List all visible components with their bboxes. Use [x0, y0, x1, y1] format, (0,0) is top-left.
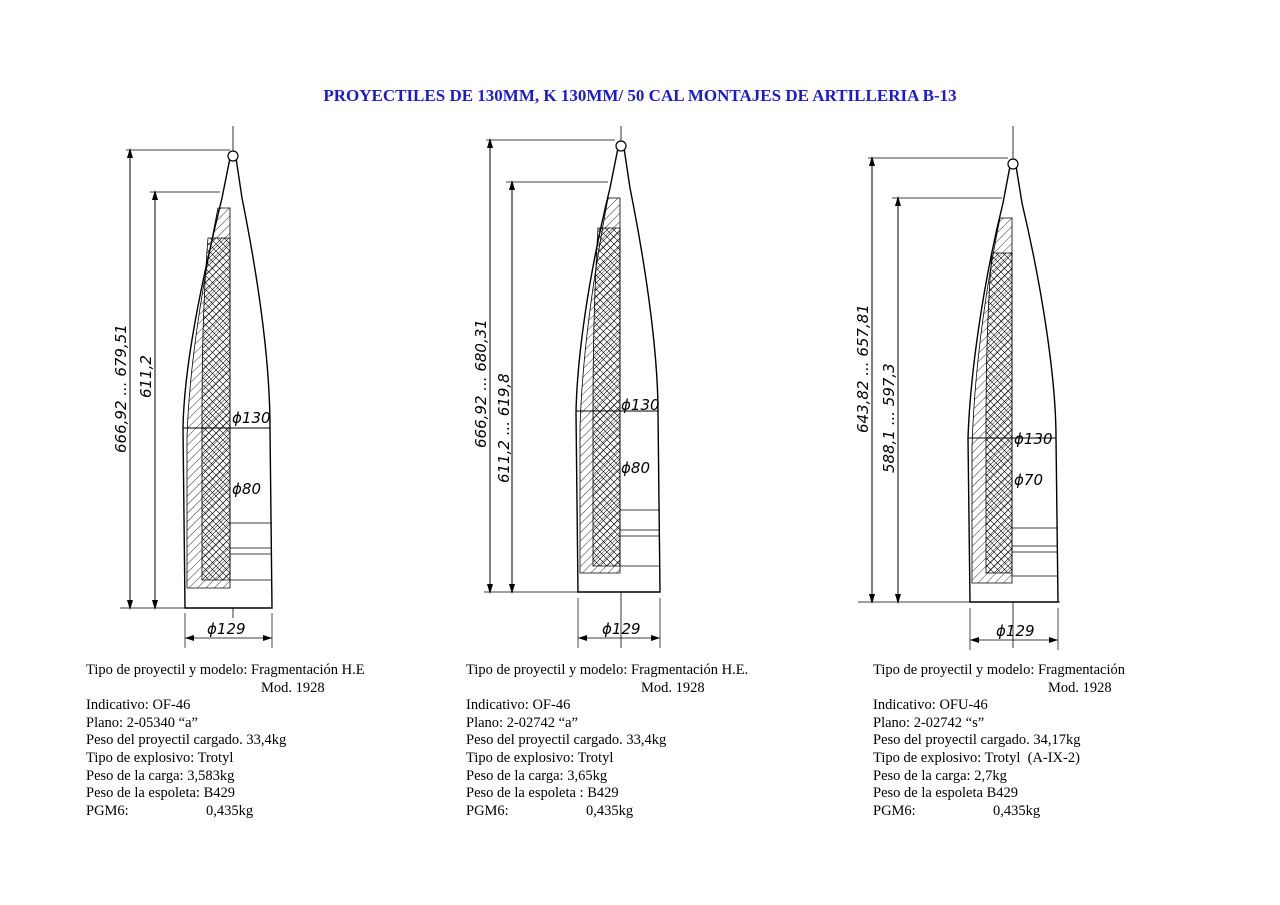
spec-pgm [466, 803, 748, 821]
spec-value: Trotyl (A-IX-2) [984, 749, 1080, 766]
dia-outer-label: ϕ130 [1014, 430, 1053, 448]
spec-value: Fragmentación [1038, 662, 1125, 678]
spec-label: Peso de la carga: [466, 767, 564, 784]
spec-label: Plano: [873, 714, 911, 731]
spec-value: Trotyl [197, 749, 234, 766]
spec-pgm [873, 803, 1125, 821]
spec-label: PGM6: [466, 802, 509, 819]
spec-mod: Mod. 1928 [261, 679, 325, 696]
spec-value: 2-02742 “a” [506, 714, 578, 731]
spec-value: 0,435kg [206, 802, 254, 819]
spec-value: 2-02742 “s” [913, 714, 985, 731]
dia-inner-label: ϕ80 [621, 459, 650, 477]
spec-label: Tipo de explosivo: [873, 749, 982, 766]
spec-label: PGM6: [873, 802, 916, 819]
spec-peso-carga [86, 768, 365, 786]
spec-label: Tipo de proyectil y modelo: [86, 662, 248, 678]
spec-value: 33,4kg [246, 732, 287, 749]
spec-peso-proyectil [86, 732, 365, 750]
dim-body-label: 588,1 ... 597,3 [880, 363, 898, 473]
spec-pgm [86, 803, 365, 821]
spec-plano [86, 715, 365, 733]
projectile-drawing-of46-a [90, 118, 420, 658]
spec-value: 34,17kg [1033, 732, 1081, 749]
spec-mod: Mod. 1928 [1048, 679, 1112, 696]
dim-body-label: 611,2 ... 619,8 [495, 373, 513, 483]
spec-value: 0,435kg [586, 802, 634, 819]
spec-value: 3,65kg [567, 767, 608, 784]
spec-value: Trotyl [577, 749, 614, 766]
spec-explosivo [86, 750, 365, 768]
projectile-drawing-of46-b [460, 118, 790, 658]
spec-value: OF-46 [152, 697, 191, 714]
spec-label: Peso del proyectil cargado. [86, 732, 243, 749]
spec-value: 2,7kg [974, 767, 1007, 784]
spec-label: Peso del proyectil cargado. [873, 732, 1030, 749]
spec-value: OF-46 [532, 697, 571, 714]
spec-label: Peso de la carga: [86, 767, 184, 784]
spec-block-of46-a [86, 662, 365, 820]
spec-label: Plano: [466, 714, 504, 731]
spec-label: Tipo de proyectil y modelo: [466, 662, 628, 678]
dim-total-label: 643,82 ... 657,81 [854, 304, 872, 433]
spec-label: Tipo de explosivo: [466, 749, 575, 766]
spec-indicativo [466, 697, 748, 715]
spec-peso-espoleta [466, 785, 748, 803]
spec-label: Peso de la espoleta : [466, 785, 584, 802]
spec-value: B429 [587, 785, 619, 802]
spec-explosivo [873, 750, 1125, 768]
dim-total-label: 666,92 ... 679,51 [112, 324, 130, 453]
spec-label: Indicativo: [873, 697, 936, 714]
spec-peso-carga [873, 768, 1125, 786]
spec-peso-proyectil [873, 732, 1125, 750]
dia-base-label: ϕ129 [207, 620, 246, 638]
spec-label: PGM6: [86, 802, 129, 819]
spec-value: Fragmentación H.E [251, 662, 365, 678]
spec-label: Peso del proyectil cargado. [466, 732, 623, 749]
spec-value: Fragmentación H.E. [631, 662, 749, 678]
spec-value: 33,4kg [626, 732, 667, 749]
dia-outer-label: ϕ130 [621, 396, 660, 414]
spec-peso-carga [466, 768, 748, 786]
spec-value: 0,435kg [993, 802, 1041, 819]
projectile-section-svg [460, 118, 790, 658]
projectile-drawing-ofu46 [840, 118, 1170, 658]
spec-label: Peso de la espoleta [873, 785, 983, 802]
dia-inner-label: ϕ80 [232, 480, 261, 498]
spec-block-ofu46 [873, 662, 1125, 820]
spec-mod: Mod. 1928 [641, 679, 705, 696]
spec-peso-espoleta [873, 785, 1125, 803]
spec-plano [873, 715, 1125, 733]
dia-inner-label: ϕ70 [1014, 471, 1043, 489]
spec-plano [466, 715, 748, 733]
spec-tipo [466, 662, 748, 680]
spec-indicativo [86, 697, 365, 715]
spec-label: Plano: [86, 714, 124, 731]
spec-value: 3,583kg [187, 767, 235, 784]
spec-label: Tipo de explosivo: [86, 749, 195, 766]
dia-base-label: ϕ129 [602, 620, 641, 638]
spec-label: Peso de la espoleta: [86, 785, 200, 802]
page-title: PROYECTILES DE 130MM, K 130MM/ 50 CAL MONTAJES DE ARTILLERIA B-13 [323, 86, 957, 105]
spec-label: Peso de la carga: [873, 767, 971, 784]
spec-value: B429 [203, 785, 236, 802]
spec-value: OFU-46 [939, 697, 988, 714]
spec-tipo [86, 662, 365, 680]
spec-explosivo [466, 750, 748, 768]
dia-base-label: ϕ129 [996, 622, 1035, 640]
spec-label: Indicativo: [466, 697, 529, 714]
dim-body-label: 611,2 [137, 355, 155, 398]
spec-value: 2-05340 “a” [126, 714, 198, 731]
spec-tipo [873, 662, 1125, 680]
spec-block-of46-b [466, 662, 748, 820]
spec-indicativo [873, 697, 1125, 715]
projectile-section-svg [90, 118, 420, 658]
spec-label: Tipo de proyectil y modelo: [873, 662, 1035, 678]
projectile-section-svg [840, 118, 1170, 658]
dia-outer-label: ϕ130 [232, 409, 271, 427]
spec-label: Indicativo: [86, 697, 149, 714]
spec-peso-espoleta [86, 785, 365, 803]
dim-total-label: 666,92 ... 680,31 [472, 319, 490, 448]
spec-value: B429 [986, 785, 1018, 802]
spec-peso-proyectil [466, 732, 748, 750]
